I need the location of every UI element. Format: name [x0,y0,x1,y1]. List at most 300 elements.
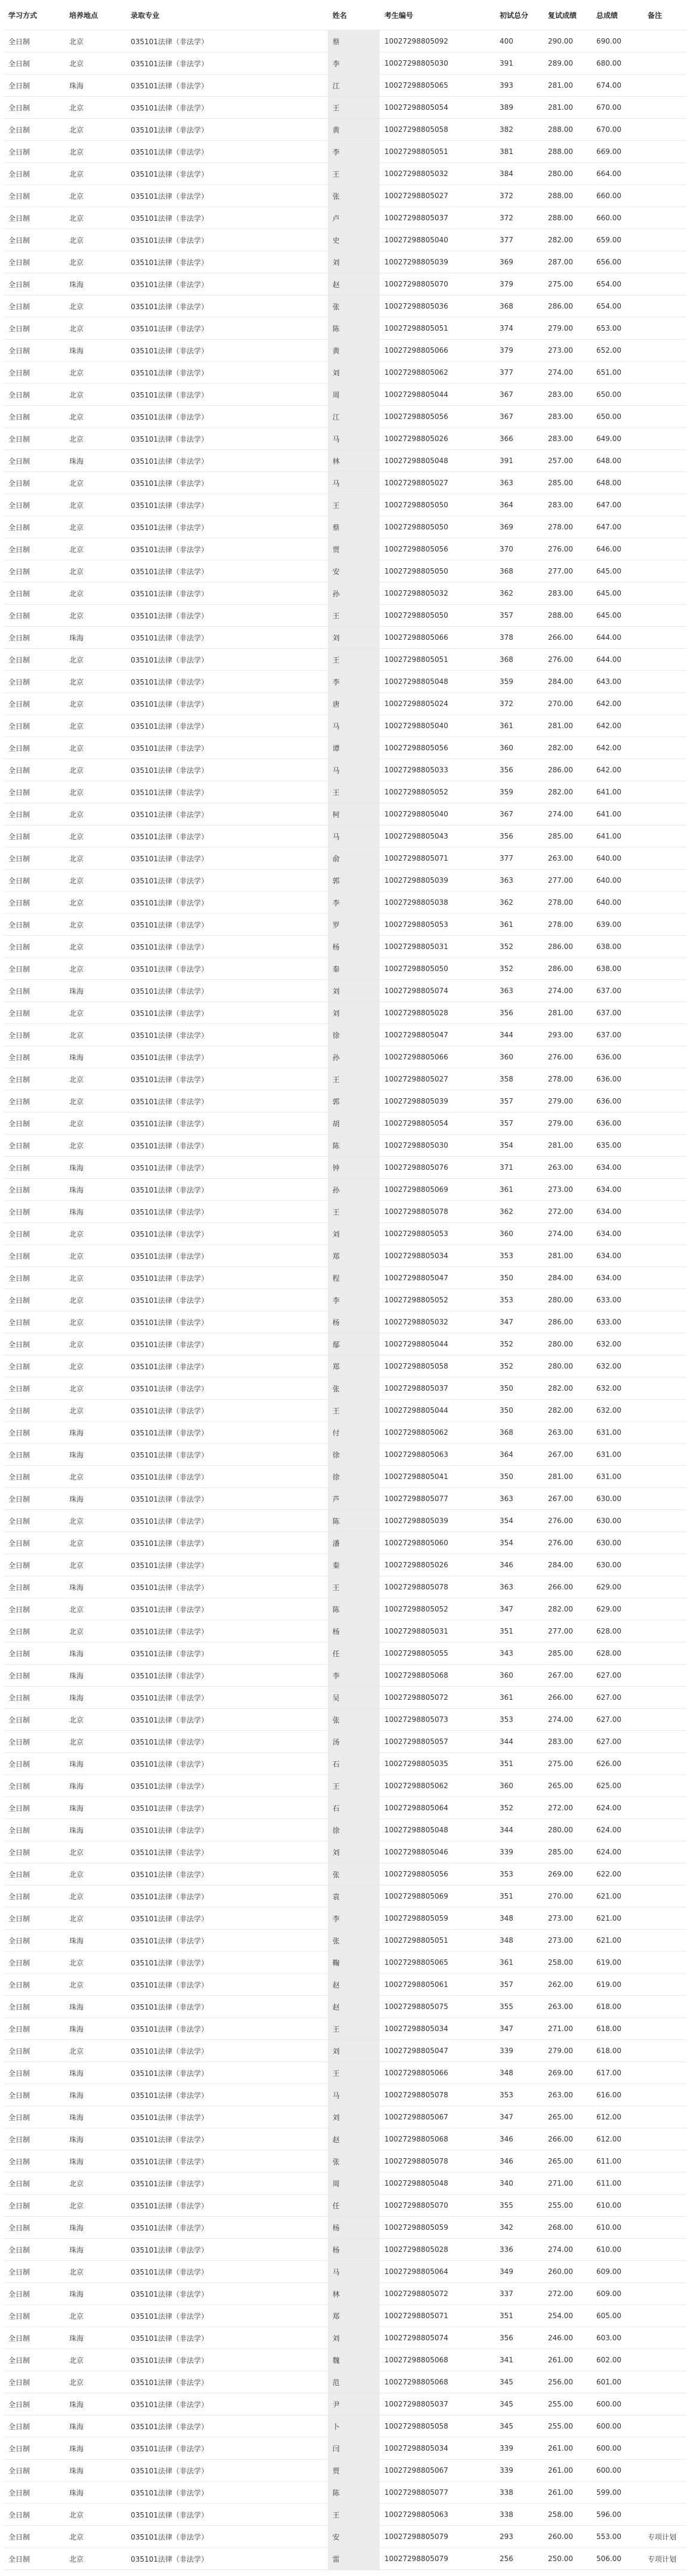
cell-initial-score: 344 [495,1024,543,1046]
cell-name: 马 [328,2084,380,2106]
cell-note [643,1797,686,1819]
cell-initial-score: 361 [495,1952,543,1974]
cell-total-score: 649.00 [592,428,643,450]
table-row [4,2438,686,2460]
cell-retest-score: 263.00 [543,2084,592,2106]
cell-total-score: 611.00 [592,2173,643,2195]
cell-initial-score: 368 [495,649,543,671]
cell-study-mode: 全日制 [4,1245,64,1267]
cell-initial-score: 364 [495,494,543,516]
table-row [4,2018,686,2040]
cell-candidate-id: 10027298805072 [380,1687,495,1709]
table-row [4,1819,686,1841]
cell-name: 袁 [328,1885,380,1908]
cell-note [643,2173,686,2195]
cell-location: 北京 [64,1333,126,1355]
cell-study-mode: 全日制 [4,1157,64,1179]
cell-major: 035101法律（非法学） [126,273,328,295]
cell-study-mode: 全日制 [4,384,64,406]
cell-candidate-id: 10027298805066 [380,2062,495,2084]
cell-retest-score: 279.00 [543,1090,592,1113]
cell-note [643,30,686,53]
cell-candidate-id: 10027298805044 [380,1400,495,1422]
cell-name: 马 [328,472,380,494]
cell-total-score: 610.00 [592,2217,643,2239]
cell-location: 北京 [64,1620,126,1643]
cell-candidate-id: 10027298805028 [380,2239,495,2261]
cell-note [643,494,686,516]
cell-retest-score: 268.00 [543,2217,592,2239]
cell-initial-score: 367 [495,406,543,428]
cell-retest-score: 270.00 [543,1885,592,1908]
cell-study-mode: 全日制 [4,649,64,671]
cell-note [643,1157,686,1179]
table-row [4,2283,686,2305]
cell-retest-score: 280.00 [543,163,592,185]
table-row [4,1488,686,1510]
table-row [4,207,686,229]
cell-retest-score: 285.00 [543,825,592,848]
cell-location: 珠海 [64,2062,126,2084]
cell-name: 江 [328,406,380,428]
cell-location: 珠海 [64,1687,126,1709]
cell-major: 035101法律（非法学） [126,605,328,627]
cell-candidate-id: 10027298805055 [380,1643,495,1665]
cell-location: 珠海 [64,2217,126,2239]
table-row [4,936,686,958]
cell-name: 卜 [328,2415,380,2438]
cell-retest-score: 289.00 [543,53,592,75]
table-row [4,1687,686,1709]
cell-name: 赵 [328,273,380,295]
cell-candidate-id: 10027298805052 [380,781,495,803]
cell-candidate-id: 10027298805047 [380,1267,495,1289]
cell-candidate-id: 10027298805047 [380,1024,495,1046]
cell-note [643,1974,686,1996]
cell-major: 035101法律（非法学） [126,163,328,185]
table-row [4,2217,686,2239]
cell-candidate-id: 10027298805056 [380,737,495,759]
table-row [4,2128,686,2150]
cell-study-mode: 全日制 [4,2482,64,2504]
cell-total-score: 629.00 [592,1576,643,1598]
cell-major: 035101法律（非法学） [126,1863,328,1885]
cell-study-mode: 全日制 [4,516,64,538]
cell-location: 北京 [64,53,126,75]
cell-initial-score: 393 [495,75,543,97]
cell-location: 北京 [64,1024,126,1046]
cell-initial-score: 360 [495,1775,543,1797]
cell-location: 北京 [64,1245,126,1267]
cell-initial-score: 360 [495,1046,543,1068]
cell-retest-score: 281.00 [543,1135,592,1157]
cell-name: 张 [328,295,380,318]
cell-major: 035101法律（非法学） [126,1797,328,1819]
cell-location: 北京 [64,97,126,119]
cell-total-score: 553.00 [592,2526,643,2548]
cell-initial-score: 384 [495,163,543,185]
cell-note [643,1333,686,1355]
cell-note [643,1576,686,1598]
table-row [4,1665,686,1687]
cell-study-mode: 全日制 [4,119,64,141]
cell-study-mode: 全日制 [4,1311,64,1333]
cell-note [643,97,686,119]
cell-major: 035101法律（非法学） [126,1731,328,1753]
cell-note [643,362,686,384]
cell-total-score: 642.00 [592,737,643,759]
cell-note [643,1643,686,1665]
cell-retest-score: 280.00 [543,1819,592,1841]
cell-candidate-id: 10027298805078 [380,1576,495,1598]
cell-retest-score: 266.00 [543,2128,592,2150]
cell-total-score: 600.00 [592,2438,643,2460]
table-row [4,2040,686,2062]
cell-retest-score: 267.00 [543,1665,592,1687]
cell-initial-score: 353 [495,2084,543,2106]
cell-retest-score: 273.00 [543,1908,592,1930]
cell-name: 张 [328,2150,380,2173]
cell-total-score: 647.00 [592,494,643,516]
cell-location: 珠海 [64,2084,126,2106]
cell-major: 035101法律（非法学） [126,1311,328,1333]
cell-location: 北京 [64,1863,126,1885]
cell-major: 035101法律（非法学） [126,1135,328,1157]
cell-total-score: 631.00 [592,1422,643,1444]
cell-name: 马 [328,2261,380,2283]
cell-location: 北京 [64,494,126,516]
cell-note [643,1731,686,1753]
cell-candidate-id: 10027298805071 [380,2305,495,2327]
cell-location: 北京 [64,2526,126,2548]
cell-retest-score: 286.00 [543,958,592,980]
table-row [4,1797,686,1819]
cell-study-mode: 全日制 [4,1113,64,1135]
cell-retest-score: 287.00 [543,251,592,273]
table-row [4,2173,686,2195]
table-row [4,1885,686,1908]
cell-name: 王 [328,1775,380,1797]
cell-note [643,1002,686,1024]
cell-study-mode: 全日制 [4,2239,64,2261]
cell-candidate-id: 10027298805039 [380,1510,495,1532]
cell-retest-score: 272.00 [543,2283,592,2305]
cell-candidate-id: 10027298805053 [380,1223,495,1245]
cell-major: 035101法律（非法学） [126,671,328,693]
cell-note [643,2504,686,2526]
cell-retest-score: 286.00 [543,936,592,958]
cell-total-score: 644.00 [592,649,643,671]
cell-candidate-id: 10027298805056 [380,538,495,560]
cell-location: 北京 [64,715,126,737]
cell-major: 035101法律（非法学） [126,1510,328,1532]
table-row [4,2415,686,2438]
cell-candidate-id: 10027298805032 [380,583,495,605]
cell-major: 035101法律（非法学） [126,1598,328,1620]
cell-total-score: 637.00 [592,1024,643,1046]
cell-note [643,1245,686,1267]
cell-note [643,141,686,163]
cell-note [643,2128,686,2150]
cell-total-score: 648.00 [592,472,643,494]
table-row [4,1046,686,1068]
cell-major: 035101法律（非法学） [126,848,328,870]
cell-note [643,1753,686,1775]
cell-major: 035101法律（非法学） [126,340,328,362]
cell-name: 张 [328,1863,380,1885]
cell-major: 035101法律（非法学） [126,406,328,428]
cell-total-score: 628.00 [592,1643,643,1665]
cell-initial-score: 347 [495,1311,543,1333]
cell-location: 北京 [64,1289,126,1311]
cell-total-score: 634.00 [592,1201,643,1223]
cell-total-score: 624.00 [592,1797,643,1819]
cell-total-score: 633.00 [592,1311,643,1333]
cell-retest-score: 278.00 [543,914,592,936]
cell-major: 035101法律（非法学） [126,2106,328,2128]
cell-candidate-id: 10027298805064 [380,2261,495,2283]
cell-candidate-id: 10027298805027 [380,185,495,207]
cell-note [643,2349,686,2371]
cell-name: 魏 [328,2349,380,2371]
cell-name: 卢 [328,207,380,229]
cell-location: 北京 [64,1267,126,1289]
cell-name: 赵 [328,1974,380,1996]
cell-candidate-id: 10027298805075 [380,1996,495,2018]
cell-study-mode: 全日制 [4,1665,64,1687]
cell-total-score: 596.00 [592,2504,643,2526]
cell-study-mode: 全日制 [4,2106,64,2128]
cell-major: 035101法律（非法学） [126,583,328,605]
cell-note [643,273,686,295]
cell-location: 北京 [64,848,126,870]
cell-note [643,1113,686,1135]
cell-total-score: 619.00 [592,1974,643,1996]
cell-name: 王 [328,781,380,803]
cell-retest-score: 276.00 [543,1532,592,1554]
cell-total-score: 650.00 [592,406,643,428]
cell-study-mode: 全日制 [4,1841,64,1863]
cell-study-mode: 全日制 [4,1267,64,1289]
cell-initial-score: 358 [495,1068,543,1090]
table-row [4,1333,686,1355]
table-row [4,185,686,207]
cell-total-score: 642.00 [592,715,643,737]
cell-retest-score: 258.00 [543,1952,592,1974]
cell-initial-score: 343 [495,1643,543,1665]
cell-total-score: 646.00 [592,538,643,560]
cell-location: 珠海 [64,2460,126,2482]
cell-location: 北京 [64,1113,126,1135]
table-row [4,627,686,649]
cell-initial-score: 379 [495,340,543,362]
cell-total-score: 636.00 [592,1113,643,1135]
cell-name: 蔡 [328,516,380,538]
cell-major: 035101法律（非法学） [126,362,328,384]
cell-note [643,53,686,75]
cell-note [643,1709,686,1731]
cell-name: 王 [328,1201,380,1223]
cell-location: 珠海 [64,2150,126,2173]
cell-candidate-id: 10027298805051 [380,318,495,340]
cell-candidate-id: 10027298805037 [380,207,495,229]
cell-total-score: 644.00 [592,627,643,649]
cell-retest-score: 274.00 [543,2239,592,2261]
cell-study-mode: 全日制 [4,848,64,870]
cell-total-score: 625.00 [592,1775,643,1797]
cell-retest-score: 285.00 [543,472,592,494]
cell-location: 北京 [64,1135,126,1157]
cell-note [643,1422,686,1444]
cell-name: 江 [328,75,380,97]
cell-major: 035101法律（非法学） [126,2548,328,2570]
table-row [4,1068,686,1090]
cell-location: 北京 [64,2173,126,2195]
cell-total-score: 621.00 [592,1908,643,1930]
cell-name: 王 [328,2504,380,2526]
cell-major: 035101法律（非法学） [126,649,328,671]
cell-retest-score: 293.00 [543,1024,592,1046]
cell-initial-score: 377 [495,848,543,870]
cell-note [643,627,686,649]
cell-major: 035101法律（非法学） [126,295,328,318]
cell-total-score: 631.00 [592,1466,643,1488]
cell-study-mode: 全日制 [4,2526,64,2548]
cell-candidate-id: 10027298805070 [380,2195,495,2217]
cell-name: 郑 [328,1355,380,1378]
cell-major: 035101法律（非法学） [126,1709,328,1731]
table-row [4,1355,686,1378]
cell-total-score: 641.00 [592,803,643,825]
cell-study-mode: 全日制 [4,1333,64,1355]
cell-retest-score: 280.00 [543,1333,592,1355]
cell-major: 035101法律（非法学） [126,516,328,538]
cell-retest-score: 286.00 [543,759,592,781]
cell-candidate-id: 10027298805074 [380,980,495,1002]
cell-total-score: 630.00 [592,1488,643,1510]
cell-initial-score: 351 [495,2305,543,2327]
cell-name: 柯 [328,803,380,825]
cell-study-mode: 全日制 [4,406,64,428]
cell-initial-score: 352 [495,1333,543,1355]
cell-candidate-id: 10027298805041 [380,1466,495,1488]
cell-candidate-id: 10027298805034 [380,1245,495,1267]
table-row [4,1002,686,1024]
cell-note [643,251,686,273]
cell-note [643,1996,686,2018]
cell-location: 北京 [64,318,126,340]
cell-retest-score: 246.00 [543,2327,592,2349]
cell-total-score: 690.00 [592,30,643,53]
cell-note [643,958,686,980]
header-major: 录取专业 [126,0,328,30]
table-row [4,2349,686,2371]
cell-name: 范 [328,2371,380,2393]
cell-total-score: 632.00 [592,1378,643,1400]
cell-initial-score: 357 [495,1090,543,1113]
cell-retest-score: 262.00 [543,1974,592,1996]
cell-initial-score: 400 [495,30,543,53]
cell-study-mode: 全日制 [4,362,64,384]
cell-note [643,1885,686,1908]
cell-initial-score: 340 [495,2173,543,2195]
cell-initial-score: 372 [495,693,543,715]
cell-candidate-id: 10027298805077 [380,2482,495,2504]
cell-retest-score: 281.00 [543,1466,592,1488]
cell-retest-score: 283.00 [543,494,592,516]
cell-study-mode: 全日制 [4,318,64,340]
cell-candidate-id: 10027298805035 [380,1753,495,1775]
cell-initial-score: 346 [495,2128,543,2150]
table-row [4,2548,686,2570]
cell-major: 035101法律（非法学） [126,207,328,229]
table-row [4,892,686,914]
cell-candidate-id: 10027298805068 [380,1665,495,1687]
cell-total-score: 636.00 [592,1046,643,1068]
cell-name: 刘 [328,980,380,1002]
cell-note [643,2393,686,2415]
cell-name: 陈 [328,1510,380,1532]
cell-initial-score: 342 [495,2217,543,2239]
table-row [4,163,686,185]
cell-candidate-id: 10027298805031 [380,936,495,958]
cell-note [643,825,686,848]
cell-major: 035101法律（非法学） [126,1267,328,1289]
cell-initial-score: 351 [495,1620,543,1643]
cell-location: 北京 [64,2261,126,2283]
cell-total-score: 664.00 [592,163,643,185]
cell-location: 北京 [64,1532,126,1554]
table-row [4,2305,686,2327]
cell-candidate-id: 10027298805028 [380,1002,495,1024]
table-row [4,406,686,428]
cell-note [643,1863,686,1885]
cell-name: 俞 [328,848,380,870]
cell-initial-score: 356 [495,825,543,848]
cell-location: 北京 [64,1466,126,1488]
cell-initial-score: 352 [495,1355,543,1378]
cell-retest-score: 282.00 [543,781,592,803]
cell-initial-score: 345 [495,2393,543,2415]
table-row [4,1709,686,1731]
table-row [4,538,686,560]
table-row [4,1863,686,1885]
cell-study-mode: 全日制 [4,980,64,1002]
cell-candidate-id: 10027298805048 [380,2173,495,2195]
cell-name: 王 [328,1068,380,1090]
cell-name: 安 [328,560,380,583]
cell-study-mode: 全日制 [4,2393,64,2415]
table-row [4,560,686,583]
cell-retest-score: 280.00 [543,1289,592,1311]
cell-study-mode: 全日制 [4,229,64,251]
cell-initial-score: 352 [495,958,543,980]
table-row [4,914,686,936]
cell-candidate-id: 10027298805068 [380,2128,495,2150]
cell-note [643,1090,686,1113]
cell-total-score: 610.00 [592,2239,643,2261]
table-row [4,1090,686,1113]
cell-total-score: 634.00 [592,1223,643,1245]
cell-total-score: 622.00 [592,1863,643,1885]
cell-name: 闫 [328,2438,380,2460]
cell-note [643,1620,686,1643]
cell-note [643,1201,686,1223]
cell-location: 珠海 [64,75,126,97]
cell-candidate-id: 10027298805030 [380,53,495,75]
cell-name: 周 [328,2173,380,2195]
cell-candidate-id: 10027298805067 [380,2460,495,2482]
